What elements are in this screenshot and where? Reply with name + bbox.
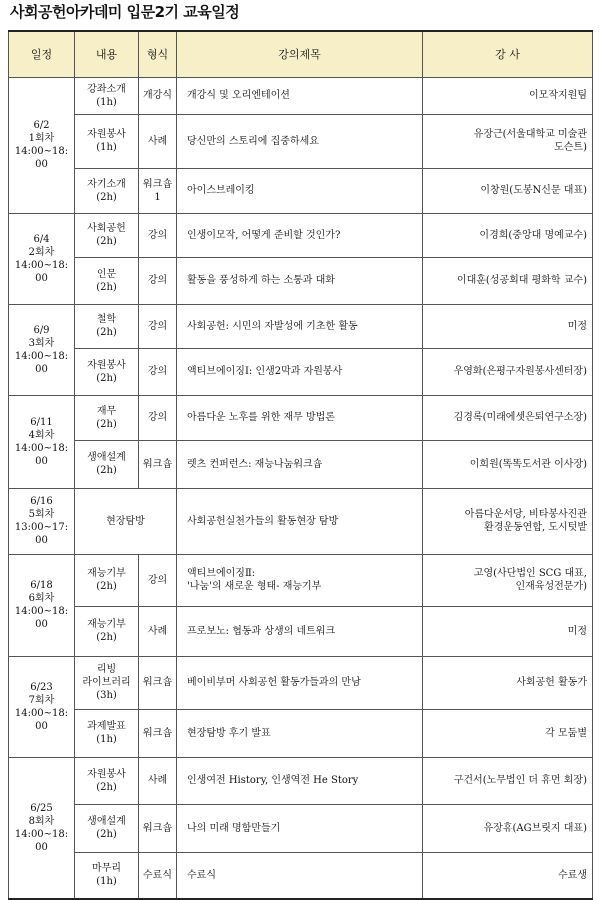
topic-cell: 사회공헌: 시민의 자발성에 기초한 활동 [177, 304, 423, 348]
content-cell: 철학 (2h) [75, 304, 139, 348]
content-cell: 강좌소개 (1h) [75, 77, 139, 114]
topic-cell: 나의 미래 명함만들기 [177, 804, 423, 852]
instructor-cell: 미정 [423, 304, 593, 348]
session-date: 6/16 5회차 13:00~17: 00 [9, 488, 75, 554]
table-row [9, 606, 593, 656]
topic-cell: 수료식 [177, 852, 423, 899]
format-cell: 사례 [139, 757, 177, 804]
instructor-cell: 미정 [423, 606, 593, 656]
format-cell: 수료식 [139, 852, 177, 899]
format-cell: 강의 [139, 257, 177, 304]
schedule-table [8, 30, 593, 900]
instructor-cell: 김경록(미래에셋은퇴연구소장) [423, 395, 593, 440]
topic-cell: 활동을 풍성하게 하는 소통과 대화 [177, 257, 423, 304]
table-row [9, 488, 593, 554]
topic-cell: 액티브에이징Ⅰ: 인생2막과 자원봉사 [177, 348, 423, 395]
table-row [9, 213, 593, 257]
content-cell: 자원봉사 (2h) [75, 757, 139, 804]
content-cell: 재능기부 (2h) [75, 554, 139, 606]
topic-cell: 프로보노: 협동과 상생의 네트워크 [177, 606, 423, 656]
format-cell: 강의 [139, 395, 177, 440]
table-row [9, 168, 593, 213]
format-cell: 개강식 [139, 77, 177, 114]
content-cell: 생애설계 (2h) [75, 804, 139, 852]
header-date: 일정 [9, 31, 75, 77]
topic-cell: 액티브에이징Ⅱ: '나눔'의 새로운 형태- 재능기부 [177, 554, 423, 606]
header-content: 내용 [75, 31, 139, 77]
content-cell: 사회공헌 (2h) [75, 213, 139, 257]
instructor-cell: 구건서(노무법인 더 휴먼 회장) [423, 757, 593, 804]
session-date: 6/11 4회차 14:00~18: 00 [9, 395, 75, 488]
instructor-cell: 각 모둠별 [423, 709, 593, 757]
table-row [9, 348, 593, 395]
content-cell: 재능기부 (2h) [75, 606, 139, 656]
format-cell: 강의 [139, 213, 177, 257]
session-date: 6/4 2회차 14:00~18: 00 [9, 213, 75, 304]
table-row [9, 77, 593, 114]
page-title: 사회공헌아카데미 입문2기 교육일정 [10, 3, 240, 21]
format-cell: 워크숍 [139, 440, 177, 488]
content-cell: 생애설계 (2h) [75, 440, 139, 488]
merged-content-cell: 현장탐방 [75, 488, 177, 554]
instructor-cell: 유장휴(AG브릿지 대표) [423, 804, 593, 852]
instructor-cell: 이대훈(성공회대 평화학 교수) [423, 257, 593, 304]
header-topic: 강의제목 [177, 31, 423, 77]
header-row [9, 31, 593, 77]
format-cell: 워크숍 [139, 656, 177, 709]
format-cell: 강의 [139, 348, 177, 395]
format-cell: 워크숍 [139, 804, 177, 852]
topic-cell: 아름다운 노후를 위한 재무 방법론 [177, 395, 423, 440]
table-row [9, 804, 593, 852]
topic-cell: 현장탐방 후기 발표 [177, 709, 423, 757]
topic-cell: 아이스브레이킹 [177, 168, 423, 213]
session-date: 6/25 8회차 14:00~18: 00 [9, 757, 75, 899]
format-cell: 사례 [139, 114, 177, 168]
instructor-cell: 수료생 [423, 852, 593, 899]
topic-cell: 인생이모작, 어떻게 준비할 것인가? [177, 213, 423, 257]
header-format: 형식 [139, 31, 177, 77]
table-row [9, 709, 593, 757]
format-cell: 사례 [139, 606, 177, 656]
instructor-cell: 아름다운서당, 비타봉사진관 환경운동연합, 도시텃밭 [423, 488, 593, 554]
header-instructor: 강 사 [423, 31, 593, 77]
table-row [9, 257, 593, 304]
instructor-cell: 이창원(도봉N신문 대표) [423, 168, 593, 213]
content-cell: 자기소개 (2h) [75, 168, 139, 213]
content-cell: 자원봉사 (2h) [75, 348, 139, 395]
format-cell: 워크숍1 [139, 168, 177, 213]
session-date: 6/2 1회차 14:00~18: 00 [9, 77, 75, 213]
table-row [9, 852, 593, 899]
topic-cell: 당신만의 스토리에 집중하세요 [177, 114, 423, 168]
topic-cell: 인생여전 History, 인생역전 He Story [177, 757, 423, 804]
table-row [9, 554, 593, 606]
format-cell: 강의 [139, 304, 177, 348]
content-cell: 마무리 (1h) [75, 852, 139, 899]
table-row [9, 757, 593, 804]
session-date: 6/9 3회차 14:00~18: 00 [9, 304, 75, 395]
instructor-cell: 우영화(은평구자원봉사센터장) [423, 348, 593, 395]
format-cell: 워크숍 [139, 709, 177, 757]
format-cell: 강의 [139, 554, 177, 606]
instructor-cell: 이모작지원팀 [423, 77, 593, 114]
table-row [9, 440, 593, 488]
content-cell: 리빙 라이브러리 (3h) [75, 656, 139, 709]
topic-cell: 렛츠 컨퍼런스: 재능나눔워크숍 [177, 440, 423, 488]
content-cell: 인문 (2h) [75, 257, 139, 304]
session-date: 6/18 6회차 14:00~18: 00 [9, 554, 75, 656]
instructor-cell: 이경희(중앙대 명예교수) [423, 213, 593, 257]
instructor-cell: 사회공헌 활동가 [423, 656, 593, 709]
instructor-cell: 이희원(똑똑도서관 이사장) [423, 440, 593, 488]
table-row [9, 304, 593, 348]
session-date: 6/23 7회차 14:00~18: 00 [9, 656, 75, 757]
table-row [9, 656, 593, 709]
schedule-sheet [8, 30, 592, 900]
topic-cell: 개강식 및 오리엔테이션 [177, 77, 423, 114]
content-cell: 과제발표 (1h) [75, 709, 139, 757]
topic-cell: 사회공헌실천가들의 활동현장 탐방 [177, 488, 423, 554]
instructor-cell: 고영(사단법인 SCG 대표, 인재육성전문가) [423, 554, 593, 606]
content-cell: 재무 (2h) [75, 395, 139, 440]
topic-cell: 베이비부머 사회공헌 활동가들과의 만남 [177, 656, 423, 709]
table-row [9, 395, 593, 440]
table-row [9, 114, 593, 168]
content-cell: 자원봉사 (1h) [75, 114, 139, 168]
instructor-cell: 유장근(서울대학교 미술관 도슨트) [423, 114, 593, 168]
